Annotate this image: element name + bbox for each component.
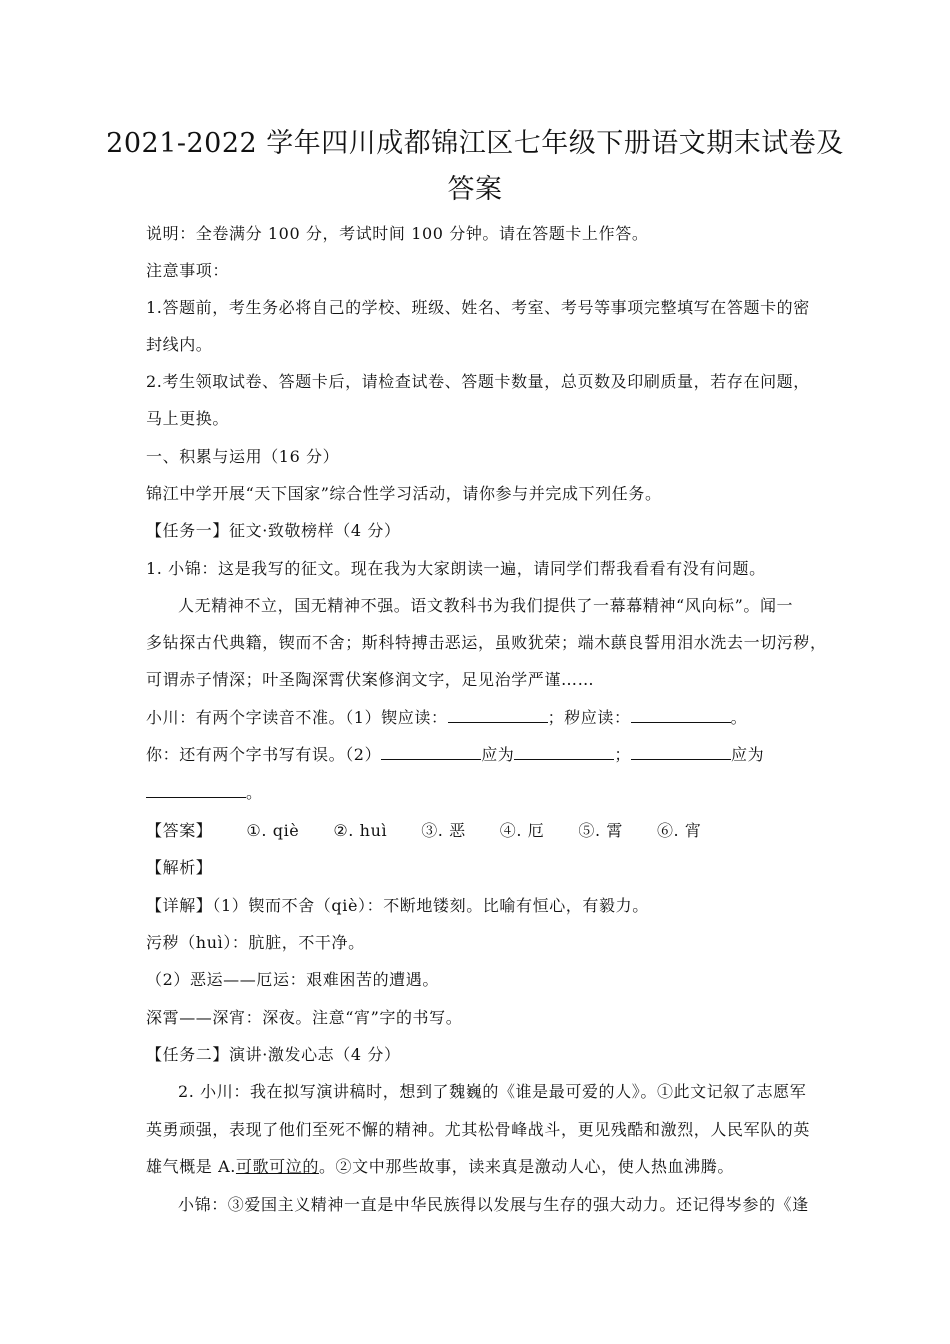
answer-item: ⑤. 霄 [578,821,623,840]
question-2-line-3 [146,1156,810,1178]
attention-item-2: 2.考生领取试卷、答题卡后，请检查试卷、答题卡数量，总页数及印刷质量，若存在问题， [146,372,810,391]
writing-should-be-1: 应为 [481,745,515,764]
task-2-heading: 【任务二】演讲·激发心志（4 分） [146,1045,401,1064]
task-1-heading: 【任务一】征文·致敬榜样（4 分） [146,521,401,540]
pronunciation-end: 。 [730,708,748,727]
answer-label: 【答案】 [146,821,213,840]
question-2-line-2: 英勇顽强，表现了他们至死不懈的精神。尤其松骨峰战斗，更见残酷和激烈，人民军队的英 [146,1120,811,1139]
answer-row [146,820,810,842]
question-2-line-4: 小锦：③爱国主义精神一直是中华民族得以发展与生存的强大动力。还记得岑参的《逢 [178,1195,809,1214]
writing-end: 。 [246,783,263,802]
essay-paragraph-line-3: 可谓赤子情深；叶圣陶深霄伏案修润文字，足见治学严谨…… [146,670,595,689]
answer-item: ⑥. 宵 [656,821,702,840]
answer-blank-2[interactable] [631,708,731,723]
writing-separator: ； [614,745,631,764]
question-2-text-b: 。②文中那些故事，读来真是激动人心，使人热血沸腾。 [318,1157,734,1176]
pronunciation-prompt: 小川：有两个字读音不准。（1）锲应读： [146,708,448,727]
analysis-label: 【解析】 [146,858,213,877]
pronunciation-question [146,707,810,729]
answer-blank-4[interactable] [514,745,614,760]
answer-blank-6[interactable] [146,783,246,798]
section-lead: 锦江中学开展“天下国家”综合性学习活动，请你参与并完成下列任务。 [146,484,662,503]
essay-paragraph-line-1: 人无精神不立，国无精神不强。语文教科书为我们提供了一幕幕精神“风向标”。闻一 [178,596,794,615]
writing-should-be-2: 应为 [731,745,765,764]
attention-item-1-cont: 封线内。 [146,335,213,354]
document-title-line-2: 答案 [447,174,503,205]
question-2-text-a: 雄气概是 A. [146,1157,236,1176]
underlined-phrase: 可歌可泣的 [235,1157,319,1176]
essay-paragraph-line-2: 多钻探古代典籍，锲而不舍；斯科特搏击恶运，虽败犹荣；端木蕻良誓用泪水洗去一切污秽， [146,633,827,652]
question-1-intro: 1. 小锦：这是我写的征文。现在我为大家朗读一遍，请同学们帮我看看有没有问题。 [146,559,766,578]
detail-line-3: （2）恶运——厄运：艰难困苦的遭遇。 [146,970,439,989]
detail-line-1: 【详解】（1）锲而不舍（qiè）：不断地镂刻。比喻有恒心，有毅力。 [146,896,649,915]
answer-item: ③. 恶 [421,821,466,840]
attention-heading: 注意事项： [146,261,230,280]
section-heading: 一、积累与运用（16 分） [146,447,340,466]
answer-blank-5[interactable] [631,745,731,760]
answer-blank-1[interactable] [448,708,548,723]
attention-item-1: 1.答题前，考生务必将自己的学校、班级、姓名、考室、考号等事项完整填写在答题卡的密 [146,298,810,317]
detail-line-4: 深霄——深宵：深夜。注意“宵”字的书写。 [146,1008,463,1027]
document-title-line-1: 2021-2022 学年四川成都锦江区七年级下册语文期末试卷及 [106,128,844,159]
exam-note: 说明：全卷满分 100 分，考试时间 100 分钟。请在答题卡上作答。 [146,224,649,243]
detail-line-2: 污秽（huì）：肮脏，不干净。 [146,933,365,952]
writing-question-cont [146,782,810,804]
answer-item: ①. qiè [246,821,300,840]
writing-question [146,744,810,766]
answer-item: ②. huì [333,821,388,840]
attention-item-2-cont: 马上更换。 [146,409,230,428]
writing-prompt: 你：还有两个字书写有误。（2） [146,745,382,764]
answer-blank-3[interactable] [381,745,481,760]
pronunciation-prompt-2: ；秽应读： [547,708,631,727]
answer-item: ④. 厄 [499,821,545,840]
question-2-line-1: 2. 小川：我在拟写演讲稿时，想到了魏巍的《谁是最可爱的人》。①此文记叙了志愿军 [178,1082,807,1101]
